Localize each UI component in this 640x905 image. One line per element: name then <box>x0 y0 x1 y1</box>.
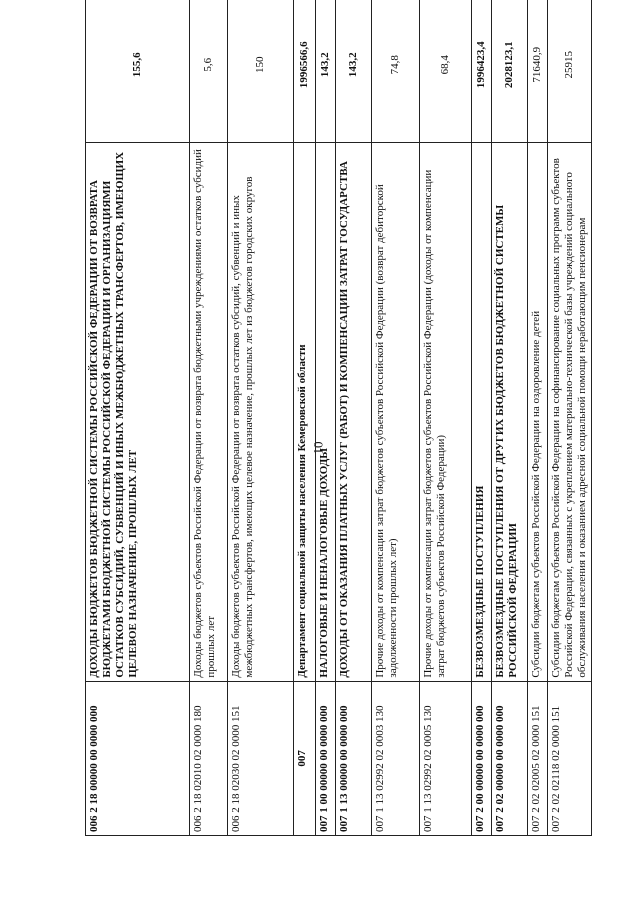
row-code: 007 <box>294 681 316 835</box>
row-code: 007 1 00 00000 00 0000 000 <box>316 681 336 835</box>
table-row <box>548 0 592 836</box>
row-code: 007 2 00 00000 00 0000 000 <box>472 681 492 835</box>
table-row <box>228 0 294 836</box>
row-name: ДОХОДЫ ОТ ОКАЗАНИЯ ПЛАТНЫХ УСЛУГ (РАБОТ) И КОМПЕНСАЦИИ ЗАТРАТ ГОСУДАРСТВА <box>336 143 372 681</box>
row-code: 006 2 18 02030 02 0000 151 <box>228 681 294 835</box>
row-name: Субсидии бюджетам субъектов Российской Федерации на оздоровление детей <box>528 143 548 681</box>
row-name: Доходы бюджетов субъектов Российской Федерации от возврата бюджетными учреждениями остатков субсидий прошлых лет <box>190 143 228 681</box>
row-name: БЕЗВОЗМЕЗДНЫЕ ПОСТУПЛЕНИЯ <box>472 143 492 681</box>
row-amount: 25915 <box>548 0 592 143</box>
row-amount: 71640,9 <box>528 0 548 143</box>
row-name: Субсидии бюджетам субъектов Российской Федерации на софинансирование социальных программ субъектов Российской Федерации, связанных с укреплением материально-технической базы учреждений социального обслуживания населения и оказанием адресной социальной помощи неработающим пенсионерам <box>548 143 592 681</box>
table-row <box>472 0 492 836</box>
table-row <box>190 0 228 836</box>
row-amount: 1996566,6 <box>294 0 316 143</box>
row-code: 007 2 02 02118 02 0000 151 <box>548 681 592 835</box>
row-code: 007 2 02 02005 02 0000 151 <box>528 681 548 835</box>
row-name: БЕЗВОЗМЕЗДНЫЕ ПОСТУПЛЕНИЯ ОТ ДРУГИХ БЮДЖЕТОВ БЮДЖЕТНОЙ СИСТЕМЫ РОССИЙСКОЙ ФЕДЕРАЦИИ <box>492 143 528 681</box>
row-amount: 143,2 <box>316 0 336 143</box>
row-code: 006 2 18 00000 00 0000 000 <box>86 681 190 835</box>
row-amount: 5,6 <box>190 0 228 143</box>
rotated-page-content <box>85 0 588 836</box>
table-row <box>336 0 372 836</box>
row-name: Прочие доходы от компенсации затрат бюджетов субъектов Российской Федерации (доходы от компенсации затрат бюджетов субъектов Российской Федерации) <box>420 143 472 681</box>
table-row <box>528 0 548 836</box>
row-code: 007 2 02 00000 00 0000 000 <box>492 681 528 835</box>
row-amount: 74,8 <box>372 0 420 143</box>
table-row <box>294 0 316 836</box>
table-row <box>316 0 336 836</box>
row-name: НАЛОГОВЫЕ И НЕНАЛОГОВЫЕ ДОХОДЫ <box>316 143 336 681</box>
row-amount: 155,6 <box>86 0 190 143</box>
table-row <box>372 0 420 836</box>
row-amount: 2028123,1 <box>492 0 528 143</box>
row-amount: 1996423,4 <box>472 0 492 143</box>
row-name: Прочие доходы от компенсации затрат бюджетов субъектов Российской Федерации (возврат дебиторской задолженности прошлых лет) <box>372 143 420 681</box>
budget-revenue-table <box>85 0 592 836</box>
row-amount: 143,2 <box>336 0 372 143</box>
page-number: 10 <box>310 441 326 455</box>
row-amount: 68,4 <box>420 0 472 143</box>
table-row <box>86 0 190 836</box>
row-code: 007 1 13 00000 00 0000 000 <box>336 681 372 835</box>
table-row <box>492 0 528 836</box>
row-amount: 150 <box>228 0 294 143</box>
row-code: 007 1 13 02992 02 0003 130 <box>372 681 420 835</box>
row-name: Департамент социальной защиты населения Кемеровской области <box>294 143 316 681</box>
row-name: Доходы бюджетов субъектов Российской Федерации от возврата остатков субсидий, субвенций и иных межбюджетных трансфертов, имеющих целевое назначение, прошлых лет из бюджетов городских округов <box>228 143 294 681</box>
row-code: 006 2 18 02010 02 0000 180 <box>190 681 228 835</box>
row-code: 007 1 13 02992 02 0005 130 <box>420 681 472 835</box>
row-name: ДОХОДЫ БЮДЖЕТОВ БЮДЖЕТНОЙ СИСТЕМЫ РОССИЙСКОЙ ФЕДЕРАЦИИ ОТ ВОЗВРАТА БЮДЖЕТАМИ БЮДЖЕТНОЙ СИСТЕМЫ РОССИЙСКОЙ ФЕДЕРАЦИИ И ОРГАНИЗАЦИЯМИ ОСТАТКОВ СУБСИДИЙ, СУБВЕНЦИЙ И ИНЫХ МЕЖБЮДЖЕТНЫХ ТРАНСФЕРТОВ, ИМЕЮЩИХ ЦЕЛЕВОЕ НАЗНАЧЕНИЕ, ПРОШЛЫХ ЛЕТ <box>86 143 190 681</box>
table-row <box>420 0 472 836</box>
